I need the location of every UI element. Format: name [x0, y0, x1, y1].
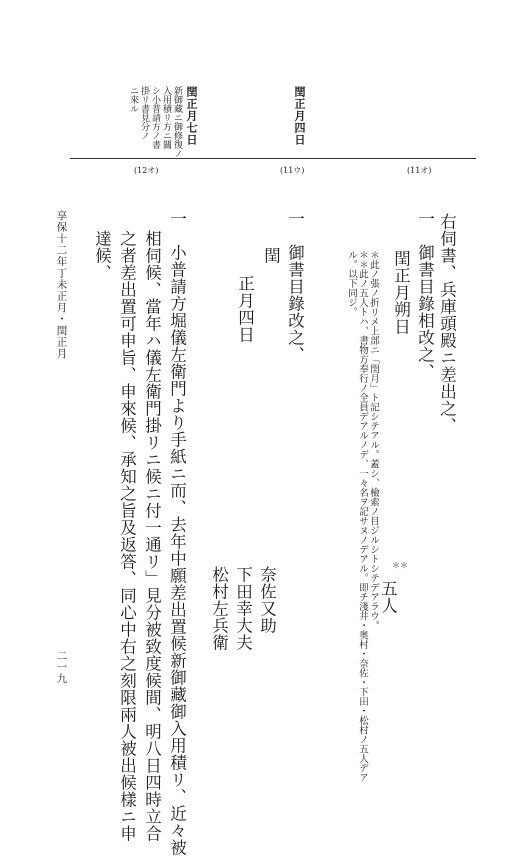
footer-era-title: 享保十二年丁未正月・閏正月 [55, 210, 68, 360]
text-line-catalog-2: 一 御書目錄改之、 [285, 210, 305, 363]
body-line-4: 達候、 [92, 230, 112, 281]
upper-note-col-2: 入用積リ方ニ關 [161, 86, 171, 149]
divider-rule [70, 158, 476, 159]
upper-heading-4th: 閏正月四日 [293, 86, 306, 146]
footer-page-number: 二一九 [55, 650, 68, 685]
page-marker-11o: (11オ) [407, 166, 432, 175]
name-matsumura: 松村左兵衛 [209, 566, 229, 651]
upper-note-col-3: シ小普請方ノ書 [150, 86, 160, 149]
body-line-2: 相伺候、當年ハ儀左衛門掛リニ候ニ付一通リ」見分被致度候間、明八日四時立合 [142, 230, 162, 842]
body-line-3: 之者差出置可申旨、申來候、承知之旨及返答、同心中右之刻限兩人被出候樣ニ申 [117, 230, 137, 842]
footnote-3: ル。以下同ジ。 [345, 250, 357, 317]
upper-note-col-4: 掛リ書見分ノ [139, 86, 149, 140]
page-marker-11u: (11ウ) [280, 166, 305, 175]
footnote-1: ＊此ノ張ノ折リメ上部ニ「閏月」ト記シテアル。蓋シ、檢索ノ目ジルシトシテデアラウ。 [367, 250, 379, 630]
upper-note-col-5: ニ來ル [128, 86, 138, 113]
name-shimoda: 下田幸大夫 [233, 566, 253, 651]
date-first-day: 閏正月朔日 [391, 250, 411, 335]
date-intercalary: 閏 [261, 247, 281, 264]
date-fourth-day: 正月四日 [235, 275, 255, 343]
text-line-catalog-1: 一 御書目錄相改之、 [415, 210, 435, 380]
footnote-mark: ＊＊ [392, 561, 408, 570]
upper-note-col-1: 新御藏ニ御修復ノ [172, 86, 182, 158]
page-marker-12o: (12オ) [134, 166, 159, 175]
body-line-1: 一 小普請方堀儀左衛門より手紙ニ而、去年中願差出置候新御藏御入用積リ、近々被 [167, 210, 187, 856]
upper-heading-7th: 閏正月七日 [185, 86, 198, 146]
text-line-petition: 右伺書、兵庫頭殿ニ差出之、 [437, 213, 457, 434]
name-nasa: 奈佐又助 [257, 566, 277, 634]
five-persons: 五人 [378, 580, 398, 614]
footnote-2: ＊＊此ノ五人トハ、書物方奉行ノ全員デアルノデ、一々名ヲ記サヌノデアル。即チ淺井・奥村・奈佐・下田・松村ノ五人デア [356, 250, 368, 782]
